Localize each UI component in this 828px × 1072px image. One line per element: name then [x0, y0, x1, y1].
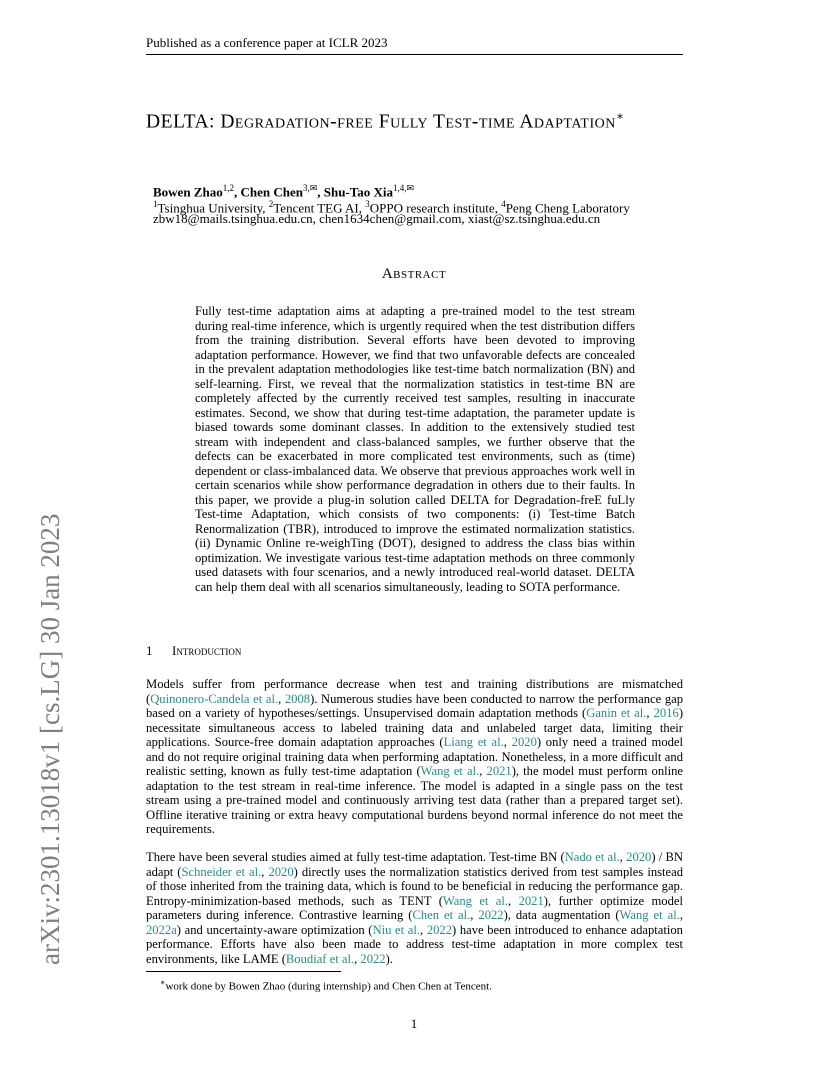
paragraph-text: , [470, 908, 479, 922]
paragraph-text: ), further optimize model parameters during inference. Contrastive learning ( [146, 893, 683, 922]
citation-link[interactable]: Wang et al. [442, 893, 509, 908]
citation-link[interactable]: 2020 [268, 864, 294, 879]
paragraph-text: ) directly uses the normalization statistics derived from test samples instead of those inherited from the training data, which is found to be beneficial in reducing the performance gap. Entropy-minimization-based methods, such as TENT ( [146, 864, 683, 908]
paragraph-text: , [278, 691, 285, 706]
author-emails: zbw18@mails.tsinghua.edu.cn, chen1634chen@gmail.com, xiast@sz.tsinghua.edu.cn [153, 211, 601, 226]
paragraph-text: , [646, 706, 654, 720]
section-heading-introduction [146, 643, 686, 659]
citation-link[interactable]: Quinonero-Candela et al. [150, 691, 279, 706]
citation-link[interactable]: 2016 [653, 706, 679, 720]
paragraph-text: There have been several studies aimed at fully test-time adaptation. Test-time BN ( [146, 850, 565, 864]
citation-link[interactable]: 2020 [511, 735, 537, 749]
paragraph-text: , [479, 764, 487, 778]
citation-link[interactable]: Wang et al. [619, 908, 680, 922]
affiliation-text: Peng Cheng Laboratory [505, 200, 630, 216]
author-name: Shu-Tao Xia [323, 184, 394, 200]
author-affiliation-marker: 1,4,✉ [393, 183, 415, 193]
paragraph-text: ) have been introduced to enhance adaptation performance. Efforts have also been made to address test-time adaptation in more complex test environments, like LAME ( [146, 922, 683, 966]
paragraph-text: , [420, 922, 427, 937]
page-number: 1 [410, 1016, 418, 1031]
citation-link[interactable]: 2020 [626, 850, 652, 864]
paragraph-text: ). Numerous studies have been conducted to narrow the performance gap based on a variety of hypotheses/settings. Unsupervised domain adaptation methods ( [146, 691, 684, 720]
citation-link[interactable]: Liang et al. [443, 735, 504, 749]
author-affiliation-marker: 3,✉ [302, 183, 318, 193]
citation-link[interactable]: 2021 [518, 893, 544, 908]
citation-link[interactable]: Boudiaf et al. [285, 951, 355, 966]
footnote-text: work done by Bowen Zhao (during internship) and Chen Chen at Tencent. [165, 980, 492, 993]
citation-link[interactable]: 2022a [146, 922, 177, 937]
affiliation-marker: 2 [268, 199, 274, 209]
paragraph-text: ) necessitate simultaneous access to labeled training data and unlabeled target data, limiting their applications. Source-free domain adaptation approaches ( [146, 706, 684, 749]
affiliation-text: Tsinghua University, [157, 200, 269, 216]
footnote-rule [146, 971, 341, 972]
citation-link[interactable]: Niu et al. [372, 922, 421, 937]
citation-link[interactable]: 2022 [478, 908, 504, 922]
header-rule [146, 54, 683, 55]
running-header: Published as a conference paper at ICLR 2023 [146, 35, 388, 50]
intro-paragraph-1 [146, 677, 683, 837]
paragraph-text: ) only need a trained model and do not require original training data when performing adaptation. Nonetheless, in a more difficult and realistic setting, known as fully test-time adaptation ( [146, 735, 684, 778]
affiliation-text: OPPO research institute, [369, 200, 502, 216]
paragraph-text: ), data augmentation ( [503, 908, 620, 922]
section-title: Introduction [172, 643, 242, 658]
paragraph-text: Models suffer from performance decrease when test and training distributions are mismatched ( [146, 677, 683, 706]
paragraph-text: ). [385, 951, 393, 966]
author-name: Bowen Zhao [153, 184, 223, 200]
citation-link[interactable]: Nado et al. [564, 850, 620, 864]
citation-link[interactable]: 2022 [360, 951, 386, 966]
affiliation-marker: 4 [501, 199, 506, 209]
author-list: Bowen Zhao$^{1,2}$, Chen Chen$^{3,✉}$, Shu-Tao Xia$^{1,4,✉}$ [153, 183, 415, 200]
affiliation-marker: 3 [365, 199, 370, 209]
footnote-marker: ∗ [160, 978, 166, 987]
paragraph-text: , [619, 850, 627, 864]
paragraph-text: ) / BN adapt ( [146, 850, 684, 879]
citation-link[interactable]: 2022 [426, 922, 452, 937]
paragraph-text: , [261, 864, 269, 879]
abstract-heading: Abstract [381, 266, 447, 282]
paragraph-text: ), the model must perform online adaptation to the test stream in real-time inference. The model is adapted in a single pass on the test stream using a pre-trained model and continuously arriving test data (rather than a prepared target set). Offline iterative training or extra heavy computational burdens beyond normal inference do not meet the requirements. [146, 764, 683, 836]
citation-link[interactable]: Ganin et al. [586, 706, 647, 720]
footnote [160, 976, 680, 994]
section-number: 1 [146, 643, 153, 658]
citation-link[interactable]: Chen et al. [412, 908, 471, 922]
paragraph-text: , [354, 951, 361, 966]
title-footnote-marker[interactable]: ∗ [615, 109, 625, 123]
affiliation-text: Tencent TEG AI, [273, 200, 366, 216]
abstract-body: Fully test-time adaptation aims at adapting a pre-trained model to the test stream during real-time inference, which is urgently required when the test distribution differs from the training distribution. Several efforts have been devoted to improving adaptation performance. However, we find that two unfavorable defects are concealed in the prevalent adaptation methodologies like test-time batch normalization (BN) and self-learning. First, we reveal that the normalization statistics in test-time BN are completely affected by the currently received test samples, resulting in inaccurate estimates. Second, we show that during test-time adaptation, the parameter update is biased towards some dominant classes. In addition to the extensively studied test stream with independent and class-balanced samples, we further observe that the defects can be exacerbated in more complicated test environments, such as (time) dependent or class-imbalanced data. We observe that previous approaches work well in certain scenarios while show performance degradation in others due to their faults. In this paper, we provide a plug-in solution called DELTA for Degradation-freE fuLly Test-time Adaptation, which consists of two components: (i) Test-time Batch Renormalization (TBR), introduced to improve the estimated normalization statistics. (ii) Dynamic Online re-weighTing (DOT), designed to address the class bias within optimization. We investigate various test-time adaptation methods on three commonly used datasets with four scenarios, and a newly introduced real-world dataset. DELTA can help them deal with all scenarios simultaneously, leading to SOTA performance. [195, 304, 635, 594]
paper-title [146, 103, 686, 136]
citation-link[interactable]: Wang et al. [420, 764, 480, 778]
paragraph-text: ) and uncertainty-aware optimization ( [176, 922, 373, 937]
intro-paragraph-2 [146, 850, 683, 966]
author-affiliation-marker: 1,2 [222, 183, 234, 193]
paragraph-text: , [508, 893, 519, 908]
paper-title-text: DELTA: Degradation-free Fully Test-time Adaptation [146, 111, 616, 133]
affiliation-marker: 1 [153, 199, 158, 209]
arxiv-identifier[interactable]: arXiv:2301.13018v1 [cs.LG] 30 Jan 2023 [35, 513, 65, 965]
citation-link[interactable]: 2021 [486, 764, 512, 778]
paragraph-text: , [679, 908, 683, 922]
paragraph-text: , [503, 735, 512, 749]
author-name: Chen Chen [240, 184, 303, 200]
citation-link[interactable]: Schneider et al. [181, 864, 262, 879]
citation-link[interactable]: 2008 [284, 691, 311, 706]
